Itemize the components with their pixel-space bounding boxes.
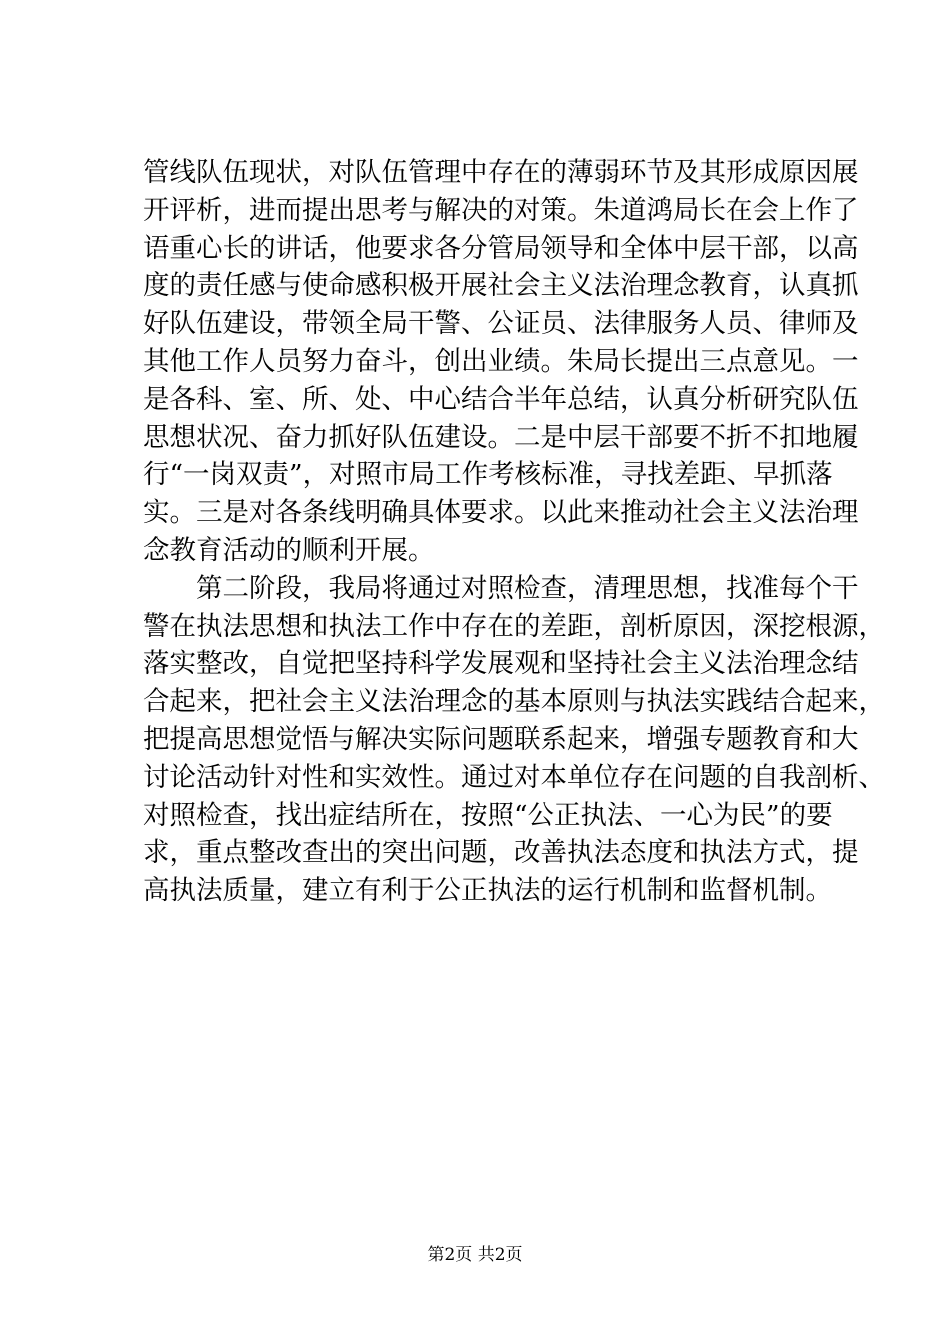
text-line: 开评析，进而提出思考与解决的对策。朱道鸿局长在会上作了 <box>143 194 859 226</box>
text-line: 念教育活动的顺利开展。 <box>143 534 435 566</box>
text-line: 思想状况、奋力抓好队伍建设。二是中层干部要不折不扣地履 <box>143 421 859 453</box>
text-line: 管线队伍现状，对队伍管理中存在的薄弱环节及其形成原因展 <box>143 157 859 188</box>
page-footer <box>0 1244 950 1266</box>
text-line: 是各科、室、所、处、中心结合半年总结，认真分析研究队伍 <box>143 383 859 415</box>
text-line: 对照检查，找出症结所在，按照“公正执法、一心为民”的要 <box>143 799 833 831</box>
text-line: 警在执法思想和执法工作中存在的差距，剖析原因，深挖根源， <box>143 610 885 642</box>
text-line: 行“一岗双责”，对照市局工作考核标准，寻找差距、早抓落 <box>143 459 833 491</box>
text-line: 求，重点整改查出的突出问题，改善执法态度和执法方式，提 <box>143 837 859 869</box>
text-line: 语重心长的讲话，他要求各分管局领导和全体中层干部，以高 <box>143 232 859 264</box>
text-line: 高执法质量，建立有利于公正执法的运行机制和监督机制。 <box>143 875 832 907</box>
page-number-label: 第2页 共2页 <box>427 1245 523 1265</box>
text-line: 合起来，把社会主义法治理念的基本原则与执法实践结合起来， <box>143 686 885 718</box>
text-line: 落实整改，自觉把坚持科学发展观和坚持社会主义法治理念结 <box>143 648 859 680</box>
text-line: 实。三是对各条线明确具体要求。以此来推动社会主义法治理 <box>143 497 859 529</box>
body-text <box>143 154 885 910</box>
text-line: 第二阶段，我局将通过对照检查，清理思想，找准每个干 <box>143 572 859 604</box>
text-line: 好队伍建设，带领全局干警、公证员、法律服务人员、律师及 <box>143 308 859 340</box>
text-line: 讨论活动针对性和实效性。通过对本单位存在问题的自我剖析、 <box>143 761 885 793</box>
text-line: 度的责任感与使命感积极开展社会主义法治理念教育，认真抓 <box>143 270 859 302</box>
text-line: 其他工作人员努力奋斗，创出业绩。朱局长提出三点意见。一 <box>143 345 859 377</box>
text-line: 把提高思想觉悟与解决实际问题联系起来，增强专题教育和大 <box>143 723 859 755</box>
